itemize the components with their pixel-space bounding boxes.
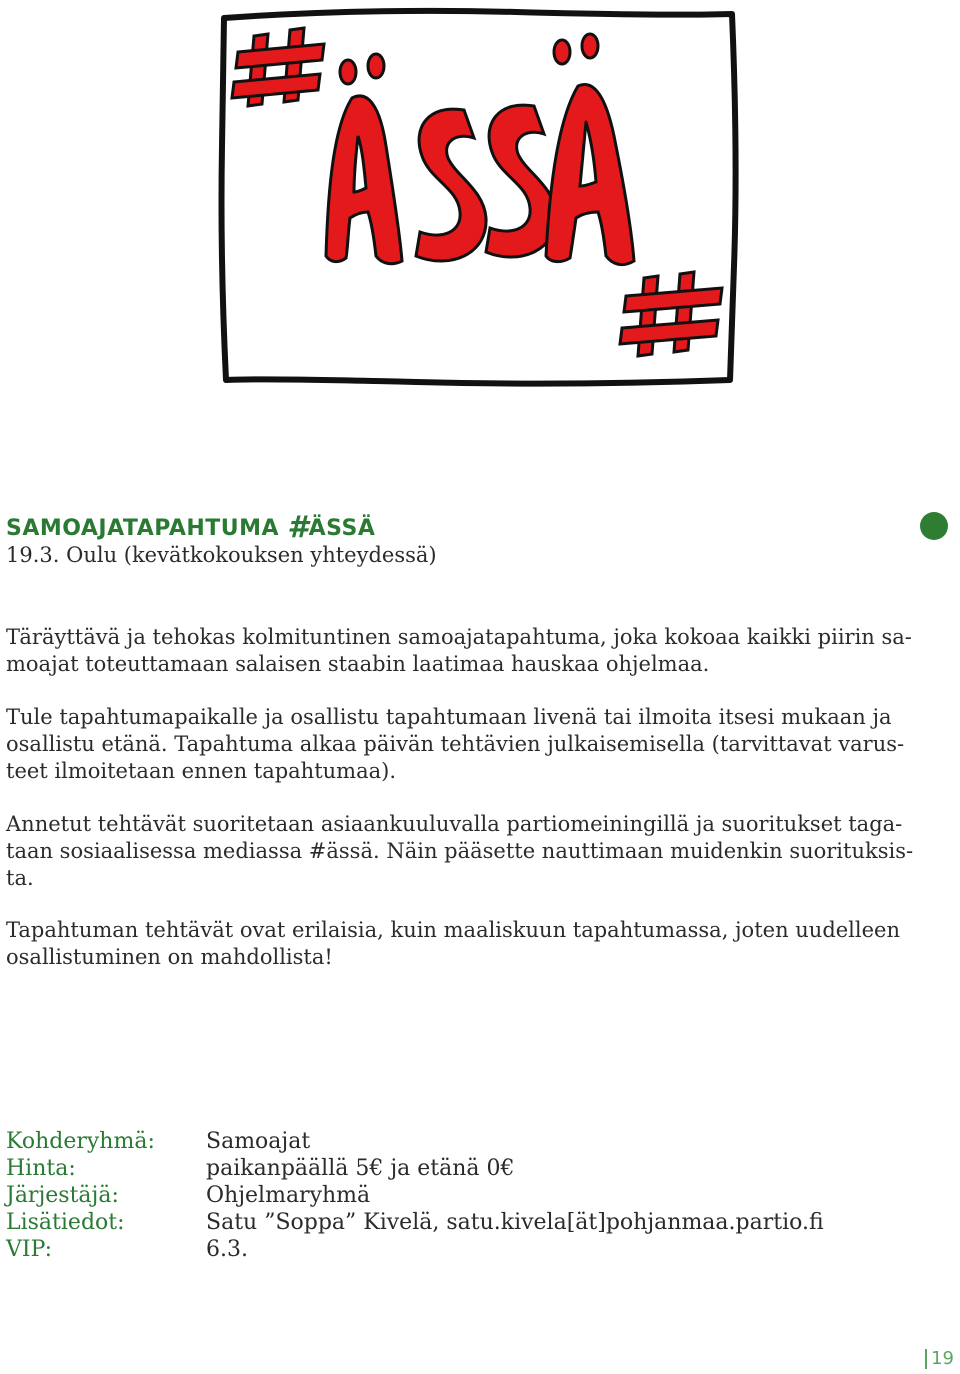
info-row-organizer: [6, 1182, 824, 1209]
info-row-vip: [6, 1236, 824, 1263]
event-info-table: [6, 1128, 824, 1263]
event-title-word: ÄSSÄ: [308, 516, 376, 541]
info-value: Satu ”Soppa” Kivelä, satu.kivela[ät]pohjanmaa.partio.fi: [206, 1210, 824, 1235]
paragraph-line: Tule tapahtumapaikalle ja osallistu tapahtumaan livenä tai ilmoita itsesi mukaan ja: [6, 705, 892, 729]
paragraph-line: moajat toteuttamaan salaisen staabin laatimaa hauskaa ohjelmaa.: [6, 652, 710, 676]
info-row-price: [6, 1155, 824, 1182]
info-value: Samoajat: [206, 1129, 311, 1154]
info-value: paikanpäällä 5€ ja etänä 0€: [206, 1156, 515, 1181]
paragraph-line: osallistu etänä. Tapahtuma alkaa päivän tehtävien julkaisemisella (tarvittavat varus-: [6, 732, 905, 756]
assa-logo-image: [216, 6, 740, 388]
info-value: 6.3.: [206, 1237, 248, 1262]
paragraph-line: ta.: [6, 866, 34, 890]
paragraph-line: taan sosiaalisessa mediassa #ässä. Näin pääsette nauttimaan muidenkin suorituksis-: [6, 839, 914, 863]
paragraph-tasks: [6, 811, 954, 892]
event-title-prefix: SAMOAJATAPAHTUMA: [6, 516, 288, 541]
paragraph-line: Täräyttävä ja tehokas kolmituntinen samoajatapahtuma, joka kokoaa kaikki piirin sa-: [6, 625, 912, 649]
info-label: Lisätiedot:: [6, 1210, 125, 1235]
paragraph-line: teet ilmoitetaan ennen tapahtumaa).: [6, 759, 396, 783]
paragraph-line: Annetut tehtävät suoritetaan asiaankuuluvalla partiomeiningillä ja suoritukset taga-: [6, 812, 903, 836]
info-label: Järjestäjä:: [6, 1183, 119, 1208]
paragraph-line: osallistuminen on mahdollista!: [6, 945, 333, 969]
paragraph-repeat: [6, 917, 954, 971]
paragraph-participation: [6, 704, 954, 785]
assa-logo: [216, 6, 740, 388]
info-label: VIP:: [6, 1237, 53, 1262]
info-row-more-info: [6, 1209, 824, 1236]
section-dot-icon: [920, 512, 948, 540]
info-row-target-group: [6, 1128, 824, 1155]
paragraph-line: Tapahtuman tehtävät ovat erilaisia, kuin maaliskuun tapahtumassa, joten uudelleen: [6, 918, 900, 942]
info-value: Ohjelmaryhmä: [206, 1183, 371, 1208]
info-label: Kohderyhmä:: [6, 1129, 155, 1154]
paragraph-intro: [6, 624, 954, 678]
info-label: Hinta:: [6, 1156, 76, 1181]
event-date-location: 19.3. Oulu (kevätkokouksen yhteydessä): [6, 543, 437, 567]
event-title: [6, 510, 375, 545]
event-title-hash: #: [287, 510, 309, 545]
page-number: 19: [925, 1349, 954, 1369]
